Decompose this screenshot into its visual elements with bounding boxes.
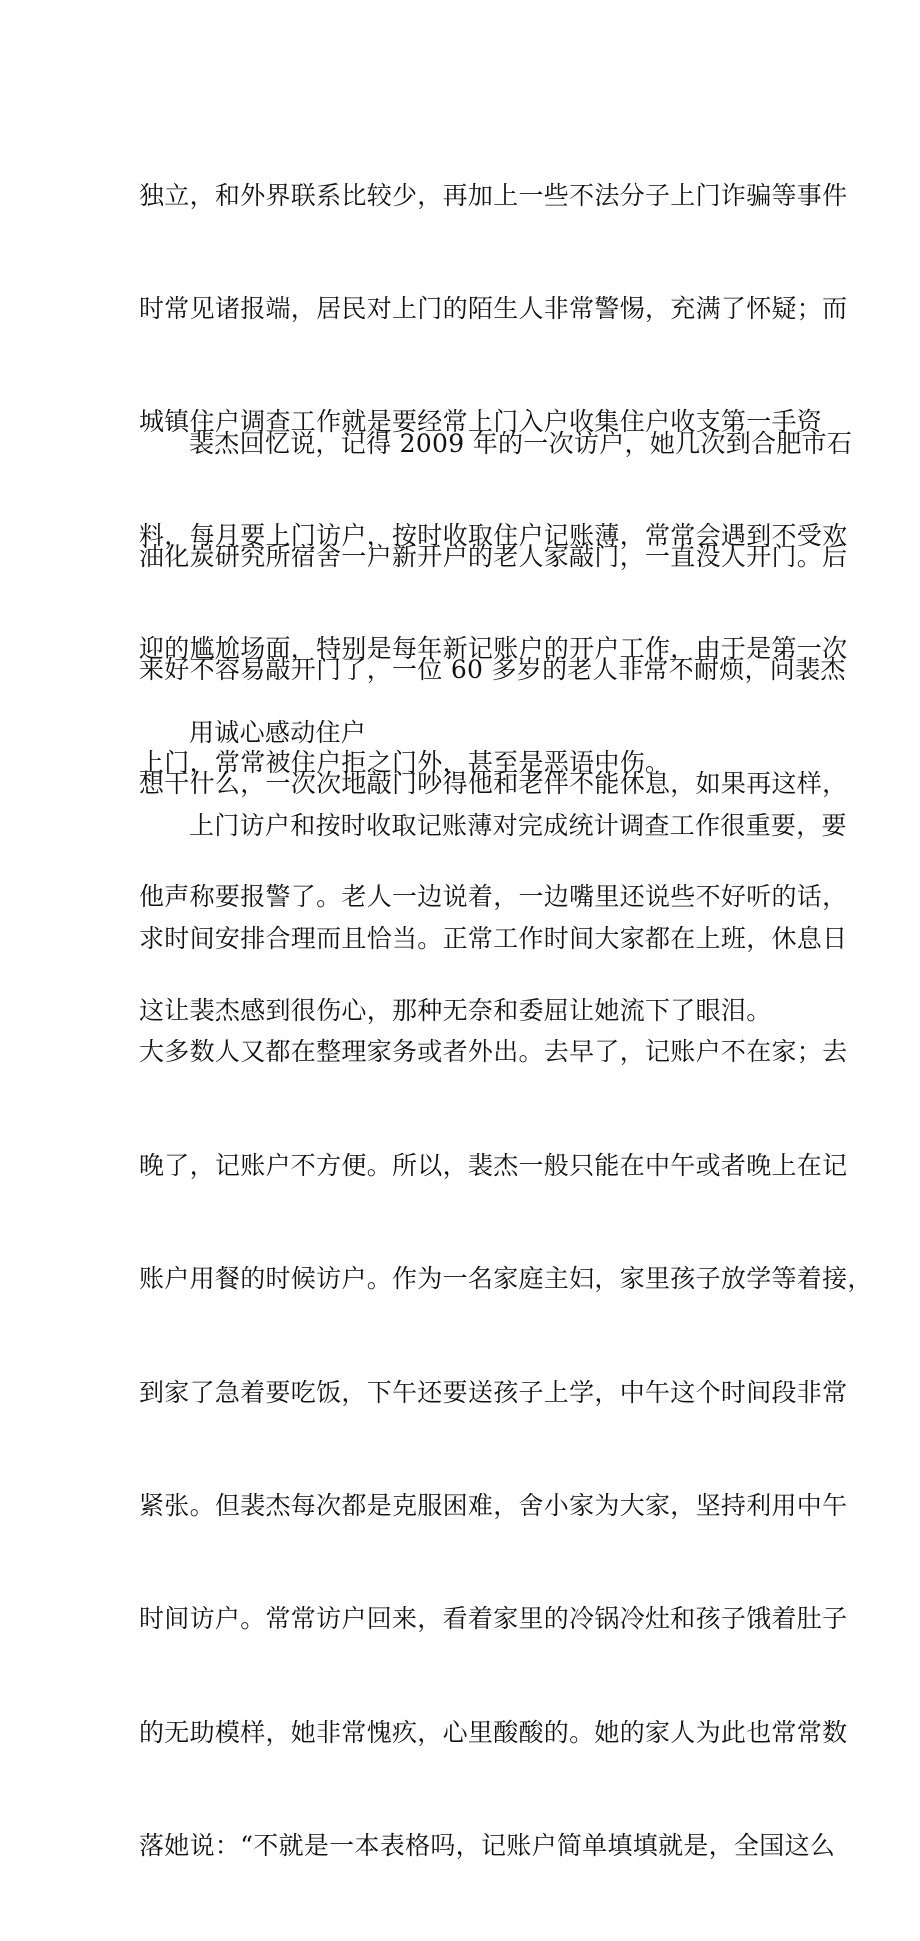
paragraph-line: 上门，常常被住户拒之门外，甚至是恶语中伤。 [139,747,671,777]
paragraph-line: 落她说：“不就是一本表格吗，记账户简单填填就是，全国这么 [139,1831,836,1861]
paragraph-line: 他声称要报警了。老人一边说着，一边嘴里还说些不好听的话， [139,882,848,912]
paragraph-line: 想干什么，一次次地敲门吵得他和老伴不能休息，如果再这样， [139,768,848,798]
paragraph-line: 上门访户和按时收取记账薄对完成统计调查工作很重要，要 [189,810,847,840]
paragraph-line: 城镇住户调查工作就是要经常上门入户收集住户收支第一手资 [139,407,823,437]
paragraph-line: 的无助模样，她非常愧疚，心里酸酸的。她的家人为此也常常数 [139,1717,848,1747]
paragraph-line: 油化炭研究所宿舍一户新开户的老人家敲门，一直没人开门。后 [139,541,848,571]
paragraph-line: 大多数人又都在整理家务或者外出。去早了，记账户不在家；去 [139,1037,848,1067]
paragraph-line: 迎的尴尬场面，特别是每年新记账户的开户工作，由于是第一次 [139,634,848,664]
paragraph-line: 独立，和外界联系比较少，再加上一些不法分子上门诈骗等事件 [139,180,848,210]
paragraph-3 [139,731,873,1941]
section-heading-text: 用诚心感动住户 [189,717,367,747]
paragraph-line: 来好不容易敲开门了，一位 60 多岁的老人非常不耐烦，问裴杰 [139,655,846,685]
paragraph-line: 裴杰回忆说，记得 2009 年的一次访户，她几次到合肥市石 [189,428,853,458]
paragraph-line: 这让裴杰感到很伤心，那种无奈和委屈让她流下了眼泪。 [139,995,772,1025]
paragraph-line: 晚了，记账户不方便。所以，裴杰一般只能在中午或者晚上在记 [139,1150,848,1180]
paragraph-line: 账户用餐的时候访户。作为一名家庭主妇，家里孩子放学等着接， [139,1264,873,1294]
paragraph-line: 求时间安排合理而且恰当。正常工作时间大家都在上班，休息日 [139,923,848,953]
paragraph-line: 时间访户。常常访户回来，看着家里的冷锅冷灶和孩子饿着肚子 [139,1604,848,1634]
paragraph-line: 到家了急着要吃饭，下午还要送孩子上学，中午这个时间段非常 [139,1377,848,1407]
paragraph-line: 紧张。但裴杰每次都是克服困难，舍小家为大家，坚持利用中午 [139,1490,848,1520]
paragraph-line: 时常见诸报端，居民对上门的陌生人非常警惕，充满了怀疑；而 [139,293,848,323]
paragraph-line: 料，每月要上门访户，按时收取住户记账薄，常常会遇到不受欢 [139,520,848,550]
